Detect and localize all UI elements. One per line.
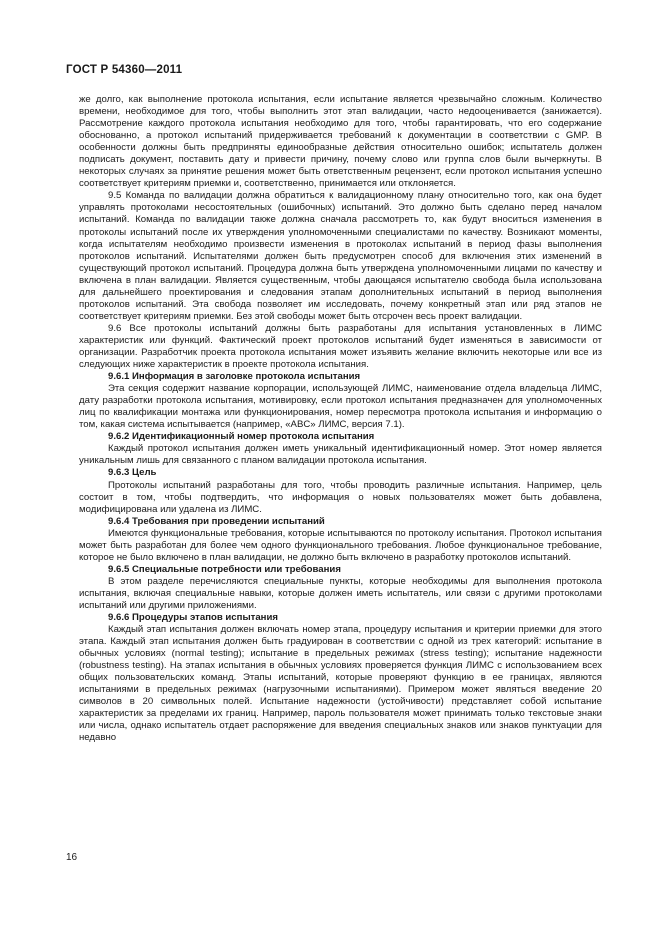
- standard-header: ГОСТ Р 54360—2011: [66, 64, 183, 76]
- section-heading: 9.6.2 Идентификационный номер протокола испытания: [108, 431, 375, 443]
- page-number: 16: [66, 852, 78, 863]
- paragraph: Каждый протокол испытания должен иметь уникальный идентификационный номер. Этот номер является уникальным лишь для связанного с планом валидации протокола испытания.: [79, 443, 602, 467]
- section-heading: 9.6.4 Требования при проведении испытаний: [108, 515, 325, 527]
- paragraph: В этом разделе перечисляются специальные пункты, которые необходимы для выполнения протокола испытания, включая специальные навыки, которые должен иметь испытатель, или связи с другими протоколами испытаний или другими приложениями.: [79, 575, 602, 611]
- paragraph: 9.5 Команда по валидации должна обратиться к валидационному плану относительно того, как она будет управлять протоколами несостоятельных (ошибочных) испытаний. Это должно быть сделано перед началом испытаний. Команда по валидации также должна сначала рассмотреть то, как будут вноситься изменения в протоколы испытаний после их утверждения уполномоченными специалистами по качеству. Возникают моменты, когда испытателям необходимо произвести изменения в протоколах испытаний в период фазы выполнения протоколов испытаний. Испытателями должен быть предусмотрен способ для включения этих изменений в существующий протокол испытаний. Процедура должна быть утверждена уполномоченными лицами по качеству и включена в план валидации. Является существенным, чтобы дающаяся испытателю свобода была использована для дальнейшего проектирования и следования этапам дополнительных испытаний в период выполнения протоколов испытаний. Эта свобода позволяет им исследовать, почему конкретный этап или ряд этапов не соответствует критериям приемки. Без этой свободы может быть отсрочен весь проект валидации.: [79, 190, 602, 322]
- paragraph: 9.6 Все протоколы испытаний должны быть разработаны для испытания установленных в ЛИМС характеристик или функций. Фактический проект протоколов испытаний будет изменяться в зависимости от организации. Разработчик проекта протокола испытания может изъявить желание включить некоторые или все из следующих ниже характеристик в проекте протокола испытания.: [79, 322, 602, 371]
- section-heading: 9.6.5 Специальные потребности или требования: [108, 563, 341, 575]
- paragraph: Протоколы испытаний разработаны для того, чтобы проводить различные испытания. Например, цель состоит в том, чтобы подтвердить, что информация о новых пользователях может быть добавлена, модифицирована или удалена из ЛИМС.: [79, 479, 602, 515]
- section-heading: 9.6.3 Цель: [108, 467, 157, 479]
- document-body: [79, 94, 602, 745]
- section-heading: 9.6.6 Процедуры этапов испытания: [108, 612, 278, 624]
- section-heading: 9.6.1 Информация в заголовке протокола испытания: [108, 371, 361, 383]
- paragraph: Имеются функциональные требования, которые испытываются по протоколу испытания. Протокол испытания может быть разработан для более чем одного функционального требования. Любое функциональное требование, которое не было включено в план валидации, не должно быть включено в разработку протоколов испытаний.: [79, 527, 602, 563]
- paragraph: же долго, как выполнение протокола испытания, если испытание является чрезвычайно сложным. Количество времени, необходимое для того, чтобы выполнить этот этап валидации, часто недооценивается (занижается). Рассмотрение каждого протокола испытания необходимо для того, чтобы гарантировать, что его содержание обоснованно, а протокол испытаний придерживается требований к документации в соответствии с GMP. В особенности должны быть предприняты единообразные действия относительно ошибок; испытатель должен подписать документ, поставить дату и привести причину, почему слово или группа слов были вычеркнуты. В некоторых случаях за принятие решения может быть ответственным рецензент, если протокол испытания успешно соответствует критериям приемки и, соответственно, принимается или отклоняется.: [79, 94, 602, 190]
- paragraph: Каждый этап испытания должен включать номер этапа, процедуру испытания и критерии приемки для этого этапа. Каждый этап испытания должен быть градуирован в соответствии с одной из трех категорий: испытание в обычных условиях (normal testing); испытание в предельных режимах (stress testing); испытание надежности (robustness testing). На этапах испытания в обычных условиях проверяется функция ЛИМС с использованием всех общих пользовательских команд. Этапы испытаний, которые проверяют функцию в ее границах, являются испытаниями в предельных режимах (нагрузочными испытаниями). Примером может являться введение 20 символов в 20 символьных полей. Испытание надежности (устойчивости) представляет собой испытание характеристик за пределами их границ. Например, пароль пользователя может принимать только текстовые знаки или числа, однако испытатель отдает распоряжение для введения специальных знаков или знаков пунктуации для недавно: [79, 624, 602, 744]
- paragraph: Эта секция содержит название корпорации, использующей ЛИМС, наименование отдела владельца ЛИМС, дату разработки протокола испытания, мотивировку, если протокол испытания предназначен для уполномоченных лиц по квалификации монтажа или функционирования, номер пересмотра протокола испытания и информацию о том, какая система испытывается (например, «ABC» ЛИМС, версия 7.1).: [79, 383, 602, 431]
